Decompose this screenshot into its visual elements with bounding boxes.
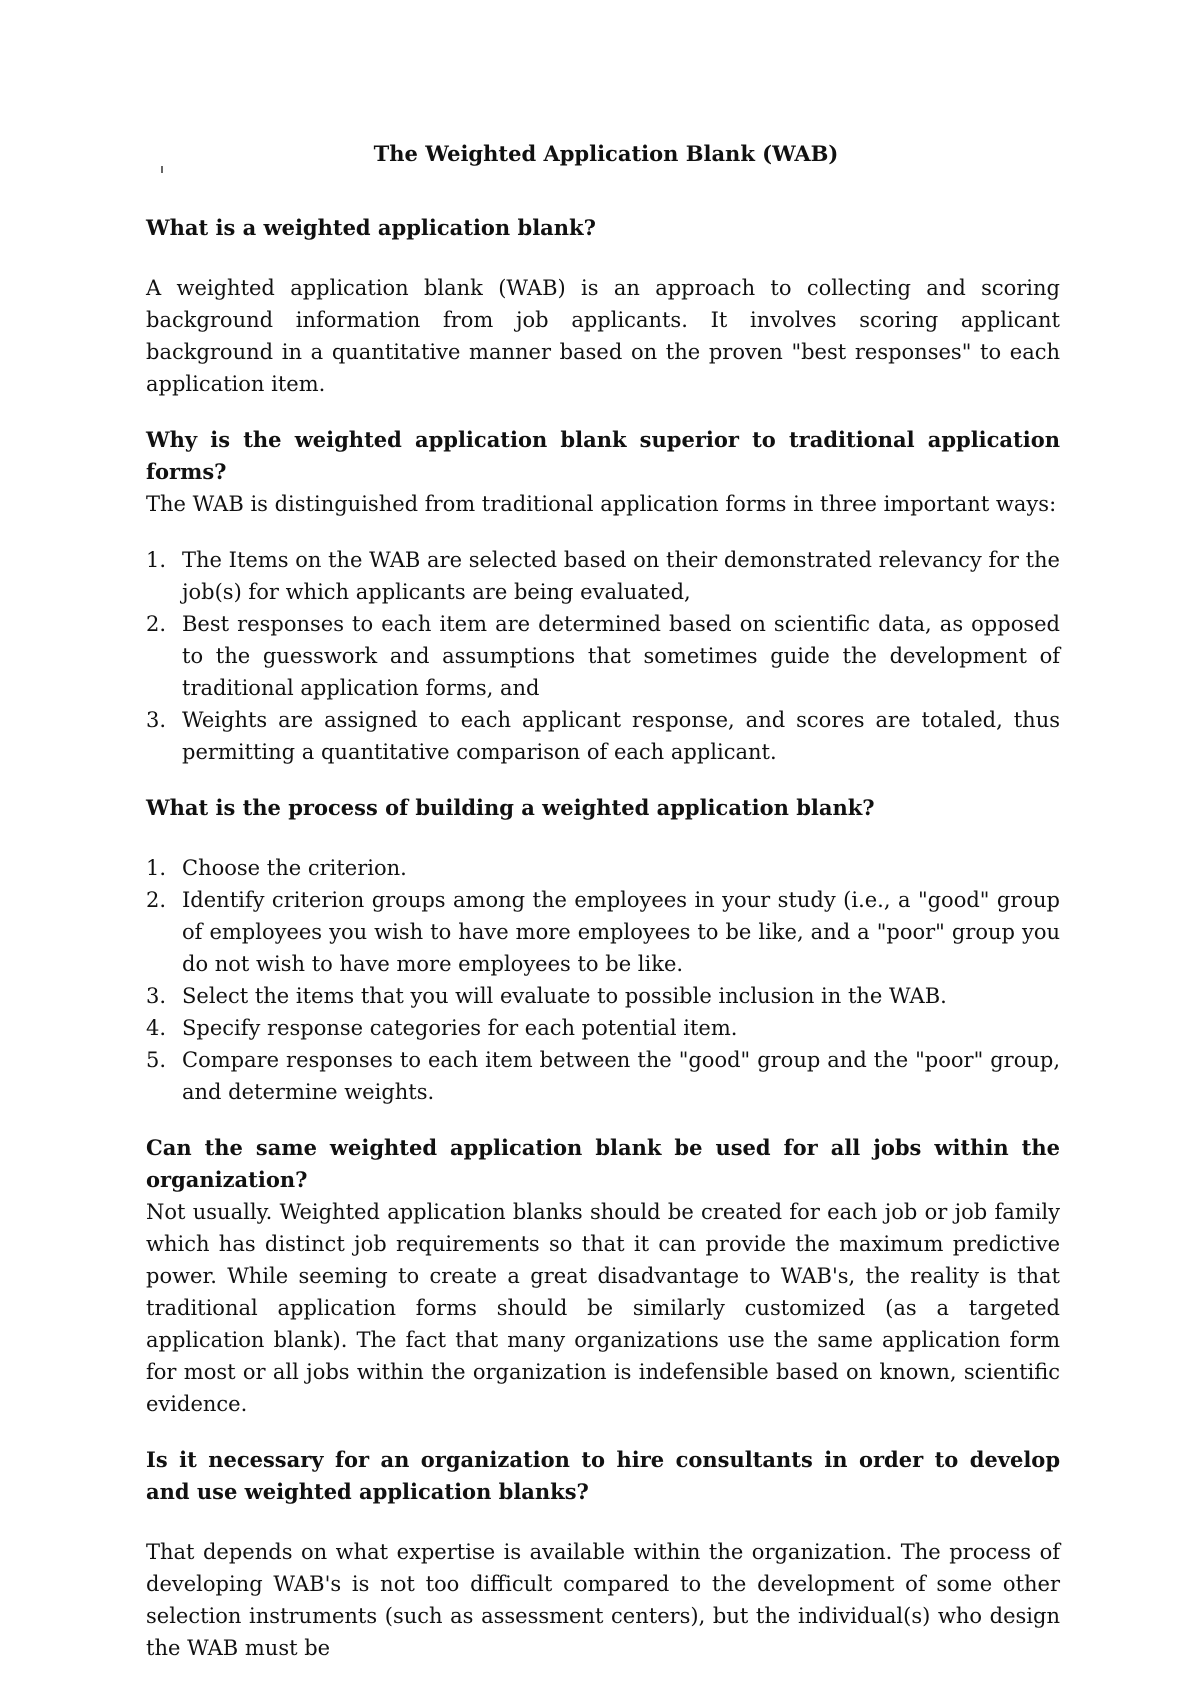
list-number: 3. (146, 984, 167, 1008)
list-item-text: Choose the criterion. (182, 856, 407, 880)
section-body-same-blank: Not usually. Weighted application blanks should be created for each job or job family which has distinct job requirements so that it can provide the maximum predictive power. While seeming to create a great disadvantage to WAB's, the reality is that traditional application forms should be similarly customized (as a targeted application blank). The fact that many organizations use the same application form for most or all jobs within the organization is indefensible based on known, scientific evidence. (146, 1200, 1060, 1416)
list-number: 2. (146, 612, 167, 636)
section-intro-why-superior: The WAB is distinguished from traditional application forms in three important ways: (146, 492, 1057, 516)
process-list (146, 852, 1060, 1108)
list-item (146, 544, 1060, 608)
section-heading-why-superior: Why is the weighted application blank superior to traditional application forms? (146, 427, 1060, 484)
list-item-text: Compare responses to each item between the "good" group and the "poor" group, and determine weights. (182, 1048, 1060, 1104)
list-item (146, 704, 1060, 768)
section-body-consultants: That depends on what expertise is available within the organization. The process of developing WAB's is not too difficult compared to the development of some other selection instruments (such as assessment centers), but the individual(s) who design the WAB must be (146, 1540, 1060, 1660)
document-page (146, 138, 1060, 1664)
list-number: 3. (146, 708, 167, 732)
list-item (146, 1012, 1060, 1044)
section-heading-what-is-wab: What is a weighted application blank? (146, 215, 596, 240)
list-number: 4. (146, 1016, 167, 1040)
list-item-text: Select the items that you will evaluate to possible inclusion in the WAB. (182, 984, 947, 1008)
document-title: The Weighted Application Blank (WAB) (373, 141, 839, 166)
list-item (146, 980, 1060, 1012)
list-number: 1. (146, 856, 167, 880)
list-item-text: The Items on the WAB are selected based on their demonstrated relevancy for the job(s) for which applicants are being evaluated, (182, 548, 1060, 604)
list-number: 2. (146, 888, 167, 912)
section-heading-process: What is the process of building a weighted application blank? (146, 795, 875, 820)
list-item-text: Best responses to each item are determined based on scientific data, as opposed to the guesswork and assumptions that sometimes guide the development of traditional application forms, and (182, 612, 1060, 700)
list-item-text: Weights are assigned to each applicant response, and scores are totaled, thus permitting a quantitative comparison of each applicant. (182, 708, 1060, 764)
section-heading-same-blank: Can the same weighted application blank be used for all jobs within the organization? (146, 1135, 1060, 1192)
list-item-text: Identify criterion groups among the employees in your study (i.e., a "good" group of employees you wish to have more employees to be like, and a "poor" group you do not wish to have more employees to be like. (182, 888, 1060, 976)
advantages-list (146, 544, 1060, 768)
list-item (146, 608, 1060, 704)
list-number: 5. (146, 1048, 167, 1072)
list-item (146, 852, 1060, 884)
section-body-what-is-wab: A weighted application blank (WAB) is an approach to collecting and scoring background information from job applicants. It involves scoring applicant background in a quantitative manner based on the proven "best responses" to each application item. (146, 276, 1060, 396)
section-heading-consultants: Is it necessary for an organization to hire consultants in order to develop and use weighted application blanks? (146, 1447, 1060, 1504)
list-number: 1. (146, 548, 167, 572)
list-item (146, 884, 1060, 980)
list-item-text: Specify response categories for each potential item. (182, 1016, 738, 1040)
list-item (146, 1044, 1060, 1108)
